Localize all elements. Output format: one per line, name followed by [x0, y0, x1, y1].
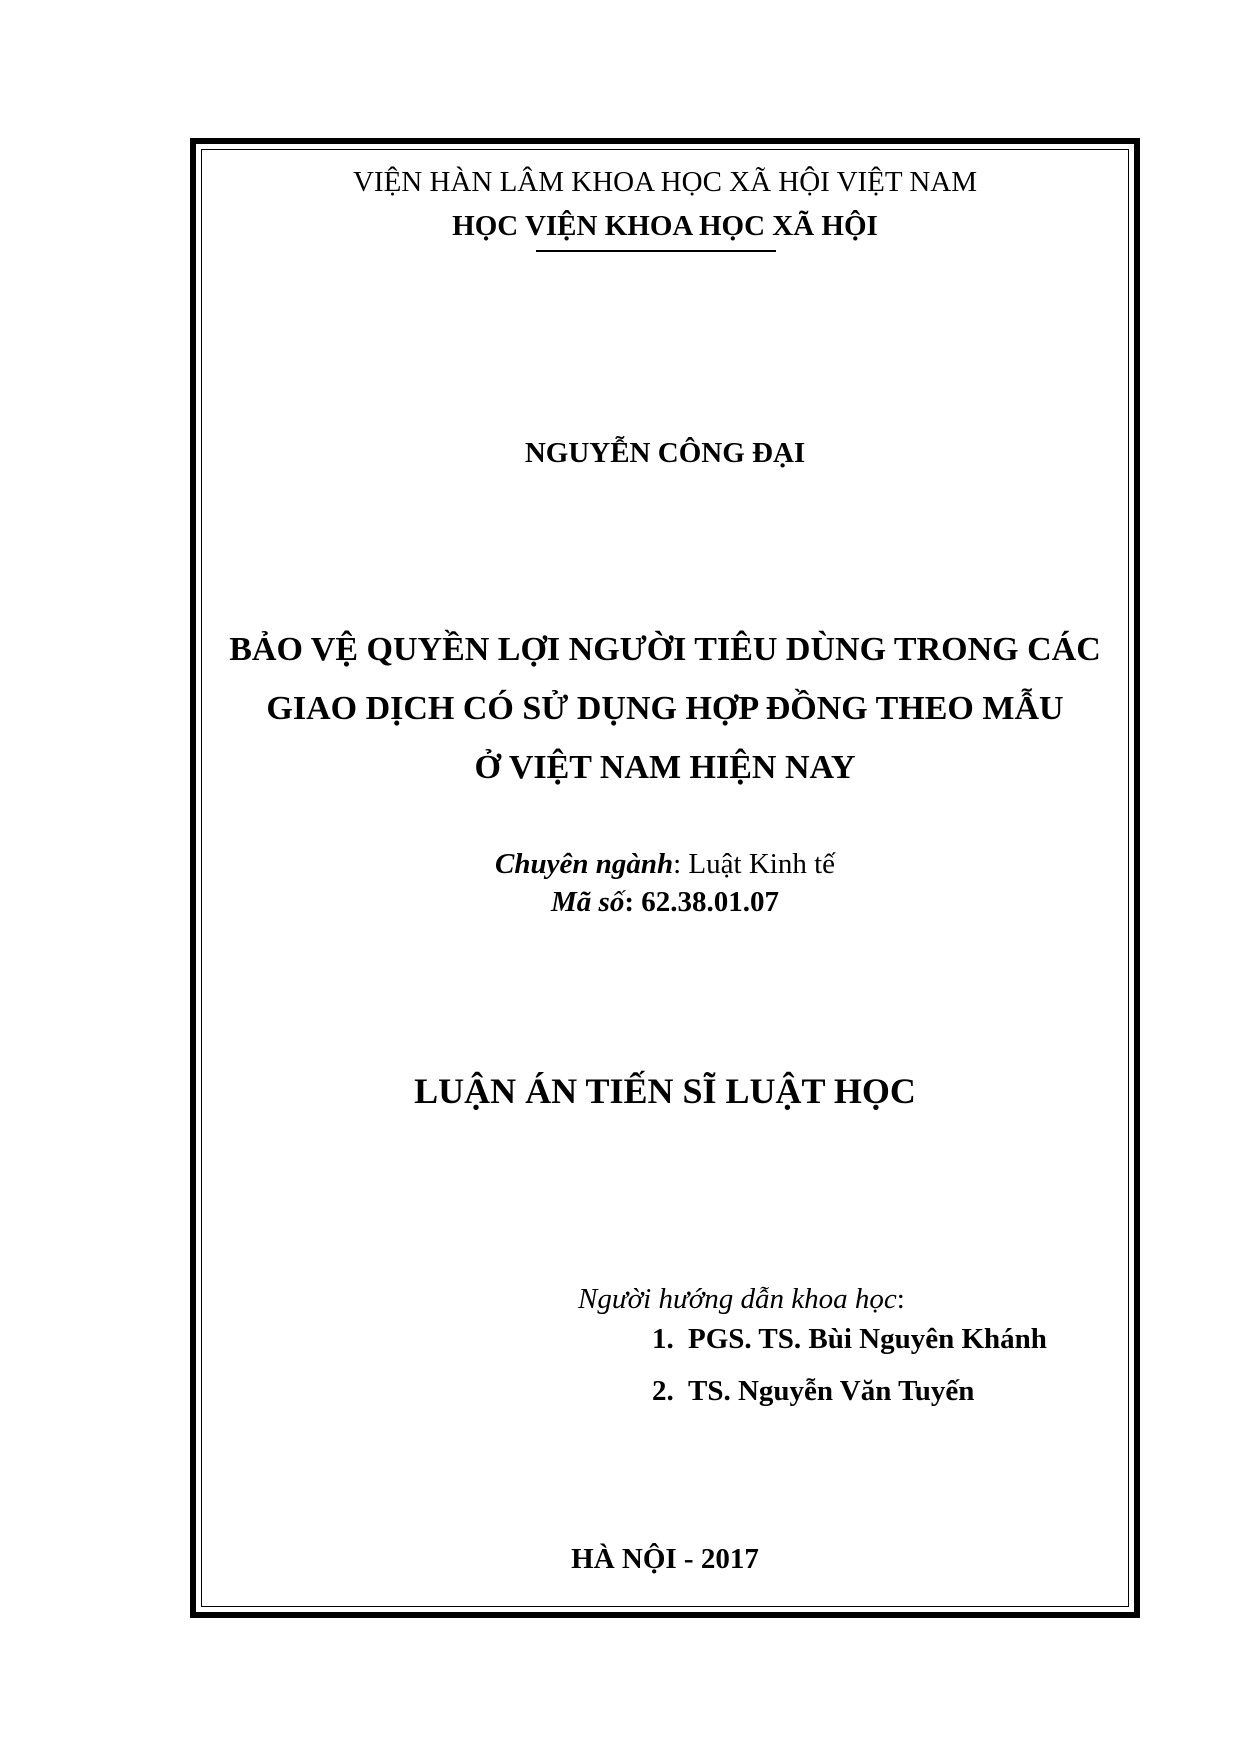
major-separator: :	[673, 848, 689, 880]
header-underline	[536, 250, 776, 252]
major-label: Chuyên ngành	[495, 848, 674, 880]
code-value: 62.38.01.07	[641, 886, 779, 918]
major-value: Luật Kinh tế	[688, 848, 835, 880]
code-label: Mã số	[551, 886, 625, 918]
code-line	[201, 886, 1129, 919]
thesis-title-line-1: BẢO VỆ QUYỀN LỢI NGƯỜI TIÊU DÙNG TRONG CÁC	[229, 631, 1101, 668]
code-separator: :	[624, 886, 642, 918]
advisor-number: 1.	[652, 1323, 674, 1355]
thesis-title-line-3: Ở VIỆT NAM HIỆN NAY	[474, 749, 856, 786]
advisor-item	[652, 1323, 1047, 1356]
institute-name: VIỆN HÀN LÂM KHOA HỌC XÃ HỘI VIỆT NAM	[352, 166, 977, 198]
advisor-label-text: Người hướng dẫn khoa học	[578, 1283, 897, 1315]
academy-name: HỌC VIỆN KHOA HỌC XÃ HỘI	[452, 210, 878, 242]
place-and-year: HÀ NỘI - 2017	[571, 1543, 759, 1575]
advisor-item	[652, 1375, 974, 1408]
advisor-label-suffix: :	[896, 1283, 905, 1315]
thesis-title-line-2: GIAO DỊCH CÓ SỬ DỤNG HỢP ĐỒNG THEO MẪU	[266, 690, 1064, 727]
author-name: NGUYỄN CÔNG ĐẠI	[524, 437, 806, 469]
degree-title: LUẬN ÁN TIẾN SĨ LUẬT HỌC	[414, 1071, 916, 1111]
advisor-name: TS. Nguyễn Văn Tuyến	[688, 1375, 975, 1407]
advisor-number: 2.	[652, 1375, 674, 1407]
advisor-label	[578, 1283, 905, 1316]
advisor-name: PGS. TS. Bùi Nguyên Khánh	[688, 1323, 1047, 1355]
major-line	[201, 848, 1129, 881]
